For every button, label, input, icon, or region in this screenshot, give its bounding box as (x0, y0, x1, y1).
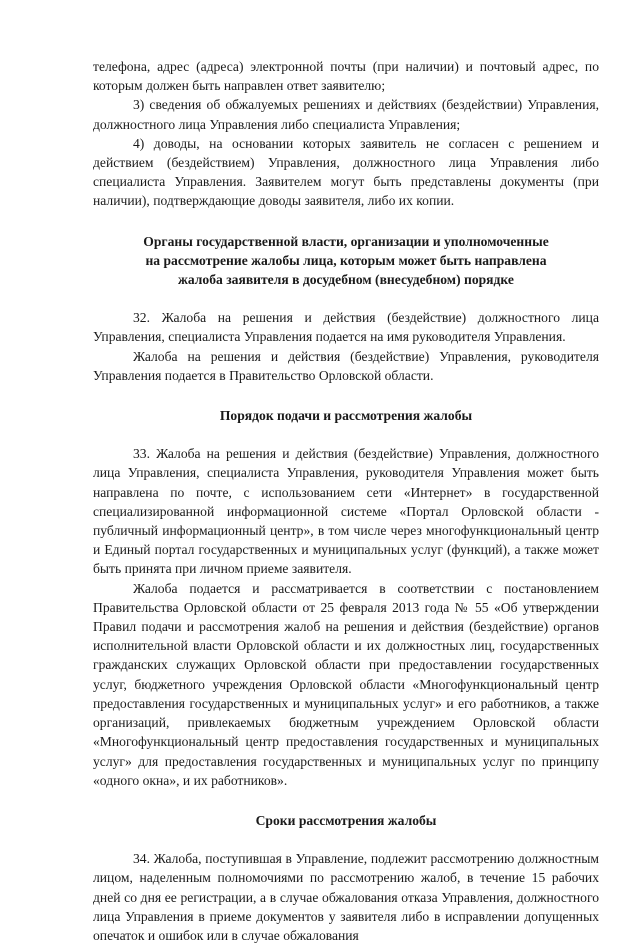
paragraph: Жалоба на решения и действия (бездействие) Управления, руководителя Управления подается в Правительство Орловской области. (93, 348, 599, 383)
section-heading-line: Сроки рассмотрения жалобы (255, 812, 437, 828)
section-gap (93, 289, 599, 308)
section-gap (93, 385, 599, 406)
section-gap (93, 211, 599, 232)
section-heading (93, 232, 599, 290)
paragraph: Жалоба подается и рассматривается в соответствии с постановлением Правительства Орловской области от 25 февраля 2013 года № 55 «Об утверждении Правил подачи и рассмотрения жалоб на решения и действия (бездействие) органов исполнительной власти Орловской области и их должностных лиц, государственных гражданских служащих Орловской области при предоставлении государственных услуг, бюджетного учреждения Орловской области «Многофункциональный центр предоставления государственных и муниципальных услуг» и его работников, а также организаций, привлекаемых бюджетным учреждением Орловской области «Многофункциональный центр предоставления государственных и муниципальных услуг» для предоставления государственных и муниципальных услуг по принципу «одного окна», и их работников». (93, 580, 599, 788)
paragraph: 32. Жалоба на решения и действия (бездействие) должностного лица Управления, специалиста Управления подается на имя руководителя Управления. (93, 310, 599, 345)
paragraph: 4) доводы, на основании которых заявитель не согласен с решением и действием (бездействием) Управления, должностного лица Управления либо специалиста Управления. Заявителем могут быть представлены документы (при наличии), подтверждающие доводы заявителя, либо их копии. (93, 135, 599, 209)
section-heading-line: на рассмотрение жалобы лица, которым может быть направлена (145, 252, 547, 268)
section-heading-line: Органы государственной власти, организации и уполномоченные (143, 233, 549, 249)
section-heading (93, 406, 599, 425)
paragraph: 3) сведения об обжалуемых решениях и действиях (бездействии) Управления, должностного лица Управления либо специалиста Управления; (93, 97, 599, 132)
section-gap (93, 830, 599, 849)
paragraph: 33. Жалоба на решения и действия (бездействие) Управления, должностного лица Управления, специалиста Управления, руководителя Управления может быть направлена по почте, с использованием сети «Интернет» в государственной специализированной информационной системе «Портал Орловской области - публичный информационный центр», в том числе через многофункциональный центр и Единый портал государственных и муниципальных услуг (функций), а также может быть принята при личном приеме заявителя. (93, 446, 599, 577)
section-heading-line: жалоба заявителя в досудебном (внесудебном) порядке (178, 272, 514, 288)
section-gap (93, 425, 599, 444)
section-gap (93, 790, 599, 811)
section-heading-line: Порядок подачи и рассмотрения жалобы (219, 408, 473, 424)
section-heading (93, 811, 599, 830)
paragraph: телефона, адрес (адреса) электронной почты (при наличии) и почтовый адрес, по которым должен быть направлен ответ заявителю; (93, 59, 599, 94)
document-page (93, 57, 599, 945)
paragraph: 34. Жалоба, поступившая в Управление, подлежит рассмотрению должностным лицом, наделенным полномочиями по рассмотрению жалоб, в течение 15 рабочих дней со дня ее регистрации, а в случае обжалования отказа Управления, должностного лица Управления в приеме документов у заявителя либо в исправлении допущенных опечаток и ошибок или в случае обжалования (93, 851, 599, 943)
